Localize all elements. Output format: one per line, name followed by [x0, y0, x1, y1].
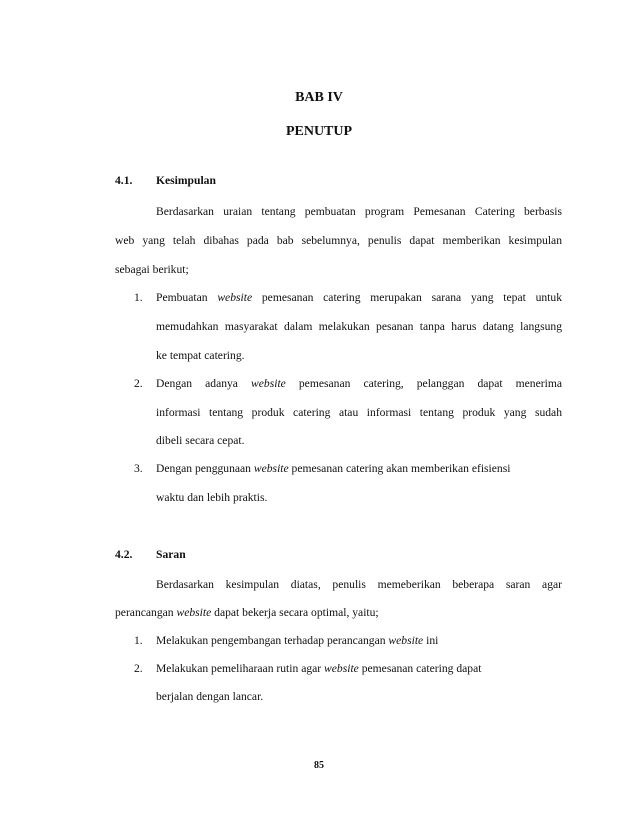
list-item-line: ke tempat catering.: [156, 349, 245, 362]
list-item-line: waktu dan lebih praktis.: [156, 491, 268, 504]
list-item-line: berjalan dengan lancar.: [156, 690, 264, 703]
list-item-line: dibeli secara cepat.: [156, 434, 245, 447]
paragraph-line: Berdasarkan kesimpulan diatas, penulis memeberikan beberapa saran agar: [156, 578, 562, 591]
section-heading: Saran: [156, 548, 186, 561]
paragraph-line: sebagai berikut;: [115, 263, 189, 276]
paragraph-line: Berdasarkan uraian tentang pembuatan program Pemesanan Catering berbasis: [156, 205, 562, 218]
section-number: 4.2.: [115, 548, 133, 561]
list-item-line: Dengan adanya website pemesanan catering, pelanggan dapat menerima: [156, 377, 562, 390]
section-heading: Kesimpulan: [156, 174, 216, 187]
list-number: 2.: [134, 377, 143, 390]
list-item-line: informasi tentang produk catering atau informasi tentang produk yang sudah: [156, 406, 562, 419]
list-number: 3.: [134, 462, 143, 475]
section-number: 4.1.: [115, 174, 133, 187]
chapter-label: BAB IV: [295, 90, 343, 105]
list-number: 1.: [134, 291, 143, 304]
list-item-line: memudahkan masyarakat dalam melakukan pesanan tanpa harus datang langsung: [156, 320, 562, 333]
list-item-line: Pembuatan website pemesanan catering merupakan sarana yang tepat untuk: [156, 291, 563, 304]
list-number: 1.: [134, 634, 143, 647]
list-item-line: Melakukan pemeliharaan rutin agar website pemesanan catering dapat: [156, 662, 482, 675]
list-item-line: Dengan penggunaan website pemesanan catering akan memberikan efisiensi: [156, 462, 511, 475]
paragraph-line: web yang telah dibahas pada bab sebelumnya, penulis dapat memberikan kesimpulan: [115, 234, 562, 247]
page-number: 85: [314, 760, 324, 771]
list-number: 2.: [134, 662, 143, 675]
list-item-line: Melakukan pengembangan terhadap perancangan website ini: [156, 634, 439, 647]
chapter-title: PENUTUP: [285, 124, 353, 139]
paragraph-line: perancangan website dapat bekerja secara optimal, yaitu;: [115, 606, 379, 619]
